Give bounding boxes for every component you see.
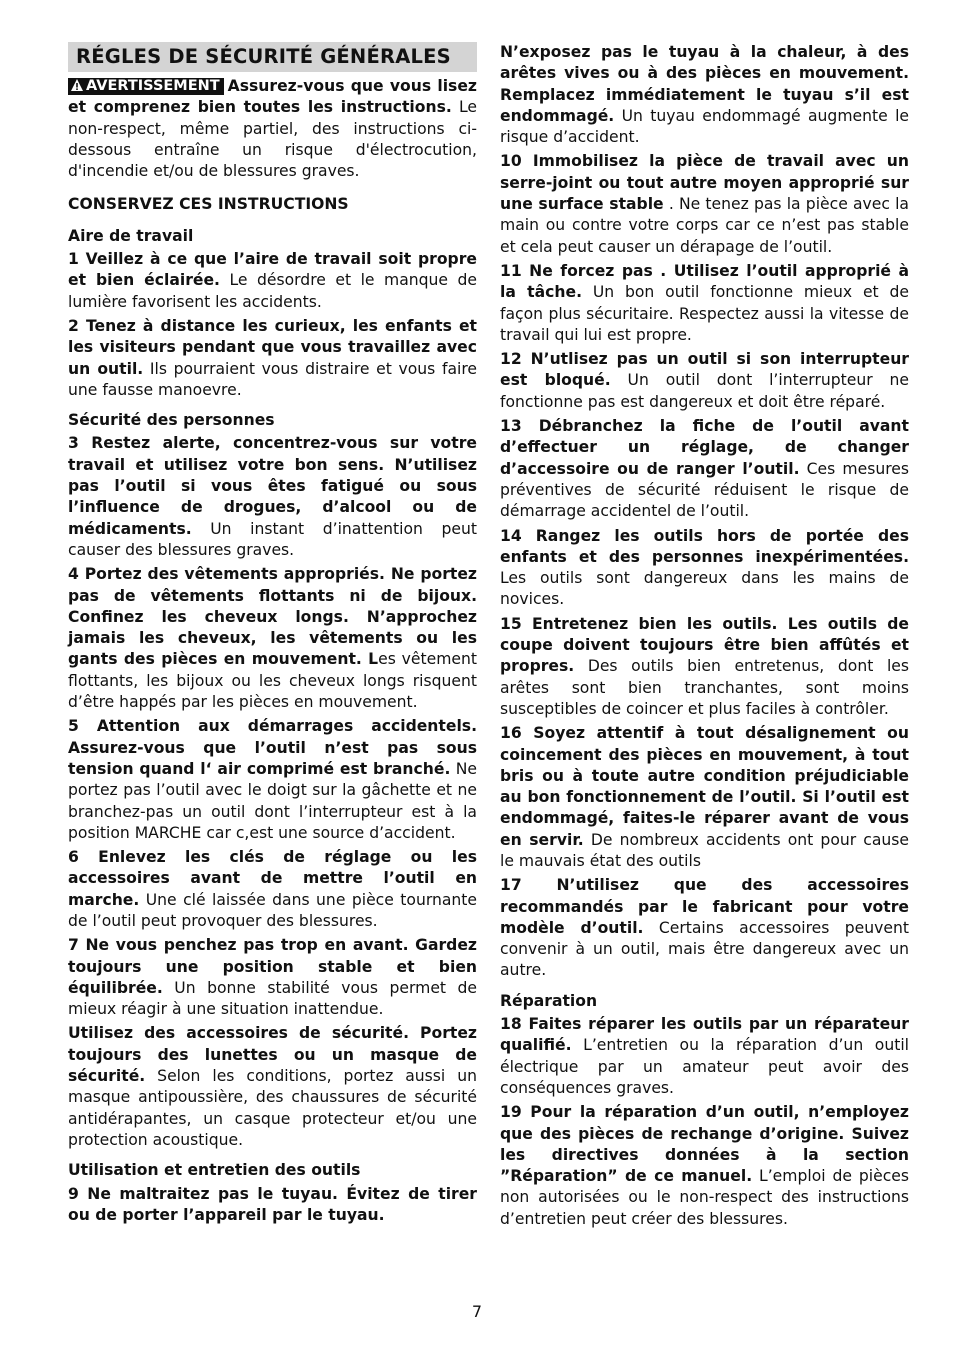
item-12: 12 N’utlisez pas un outil si son interrupteur est bloqué. Un outil dont l’interrupteur ne fonctionne pas est dangereux et doit être réparé. [500,350,909,411]
item-5: 5 Attention aux démarrages accidentels. Assurez-vous que l’outil n’est pas sous tension quand l‘ air comprimé est branché. Ne portez pas l’outil avec le doigt sur la gâchette et ne branchez-pas un outil dont l’interrupteur est à la position MARCHE car c,est une source d’accident. [68,717,478,842]
item-7: 7 Ne vous penchez pas trop en avant. Gardez toujours une position stable et bien équilibrée. Un bonne stabilité vous permet de mieux réagir à une situation inattendue. [68,936,477,1019]
item-17: 17 N’utilisez que des accessoires recommandés par le fabricant pour votre modèle d’outil. Certains accessoires peuvent convenir à un outil, mais être dangereux avec un autre. [500,876,909,980]
warning-badge [68,78,224,95]
section-tool-use: Utilisation et entretien des outils [68,1161,361,1180]
page-number: 7 [471,1302,483,1321]
warning-bold: Assurez-vous que vous lisez et comprenez bien toutes les instructions. [68,77,477,117]
warning-label: AVERTISSEMENT [86,78,220,94]
item-1: 1 Veillez à ce que l’aire de travail soit propre et bien éclairée. Le désordre et le manque de lumière favorisent les accidents. [68,250,478,311]
item-8: Utilisez des accessoires de sécurité. Portez toujours des lunettes ou un masque de sécurité. Selon les conditions, portez aussi un masque antipoussière, des chaussures de sécurité antidérapantes, un casque protecteur et/ou une protection acoustique. [68,1024,477,1149]
item-19: 19 Pour la réparation d’un outil, n’employez que des pièces de rechange d’origine. Suivez les directives données à la section ”Réparation” de ce manuel. L’emploi de pièces non autorisées ou le non-respect des instructions d’entretien peut créer des blessures. [500,1103,909,1228]
warning-triangle-icon [70,78,84,92]
item-10: 10 Immobilisez la pièce de travail avec un serre-joint ou tout autre moyen approprié sur une surface stable . Ne tenez pas la pièce avec la main ou contre votre corps car ce n’est pas stable et cela peut causer un dérapage de l’outil. [500,152,909,256]
item-9-continued: N’exposez pas le tuyau à la chaleur, à des arêtes vives ou à des pièces en mouvement. Remplacez immédiatement le tuyau s’il est endommagé. Un tuyau endommagé augmente le risque d’accident. [500,43,909,147]
page-title: RÉGLES DE SÉCURITÉ GÉNÉRALES [68,42,477,72]
warning-text: Le non-respect, même partiel, des instructions ci-dessous entraîne un risque d'électrocution, d'incendie et/ou de blessures graves. [68,98,477,181]
item-15: 15 Entretenez bien les outils. Les outils de coupe doivent toujours être bien affûtés et propres. Des outils bien entretenus, dont les arêtes sont bien tranchantes, sont moins susceptibles de coincer et plus faciles à contrôler. [500,614,909,718]
section-personal-safety: Sécurité des personnes [68,411,275,430]
section-repair: Réparation [500,991,598,1010]
section-work-area: Aire de travail [68,226,194,245]
item-13: 13 Débranchez la fiche de l’outil avant d’effectuer un réglage, de changer d’accessoire ou de ranger l’outil. Ces mesures préventives de sécurité réduisent le risque de démarrage accidentel de l’outil. [500,417,909,521]
item-6: 6 Enlevez les clés de réglage ou les accessoires avant de mettre l’outil en marche. Une clé laissée dans une pièce tournante de l’outil peut provoquer des blessures. [68,848,477,930]
item-2: 2 Tenez à distance les curieux, les enfants et les visiteurs pendant que vous travaillez avec un outil. Ils pourraient vous distraire et vous faire une fausse manoevre. [68,316,478,399]
item-3: 3 Restez alerte, concentrez-vous sur votre travail et utilisez votre bon sens. N’utilisez pas l’outil si vous êtes fatigué ou sous l’influence de drogues, d’alcool ou de médicaments. Un instant d’inattention peut causer des blessures graves. [68,434,477,559]
item-4: 4 Portez des vêtements appropriés. Ne portez pas de vêtements flottants ni de bijoux. Confinez les cheveux longs. N’approchez jamais les cheveux, les vêtements ou les gants des pièces en mouvement. Les vêtement flottants, les bijoux ou les cheveux longs risquent d’être happés par les pièces en mouvement. [68,565,477,712]
keep-instructions: CONSERVEZ CES INSTRUCTIONS [68,195,349,214]
item-14: 14 Rangez les outils hors de portée des enfants et des personnes inexpérimentées. Les outils sont dangereux dans les mains de novices. [500,526,909,609]
item-11: 11 Ne forcez pas . Utilisez l’outil approprié à la tâche. Un bon outil fonctionne mieux et de façon plus sécuritaire. Respectez aussi la vitesse de travail qui lui est propre. [500,261,909,344]
item-9: 9 Ne maltraitez pas le tuyau. Évitez de tirer ou de porter l’appareil par le tuyau. [68,1184,477,1224]
item-18: 18 Faites réparer les outils par un réparateur qualifié. L’entretien ou la réparation d’un outil électrique par un amateur peut avoir des conséquences graves. [500,1015,909,1097]
warning-paragraph [68,76,477,182]
item-16: 16 Soyez attentif à tout désalignement ou coincement des pièces en mouvement, à tout bris ou à toute autre condition préjudiciable au bon fonctionnement de l’outil. Si l’outil est endommagé, faites-le réparer avant de vous en servir. De nombreux accidents ont pour cause le mauvais état des outils [500,724,910,870]
right-column [500,42,909,1233]
left-column [68,42,477,1229]
